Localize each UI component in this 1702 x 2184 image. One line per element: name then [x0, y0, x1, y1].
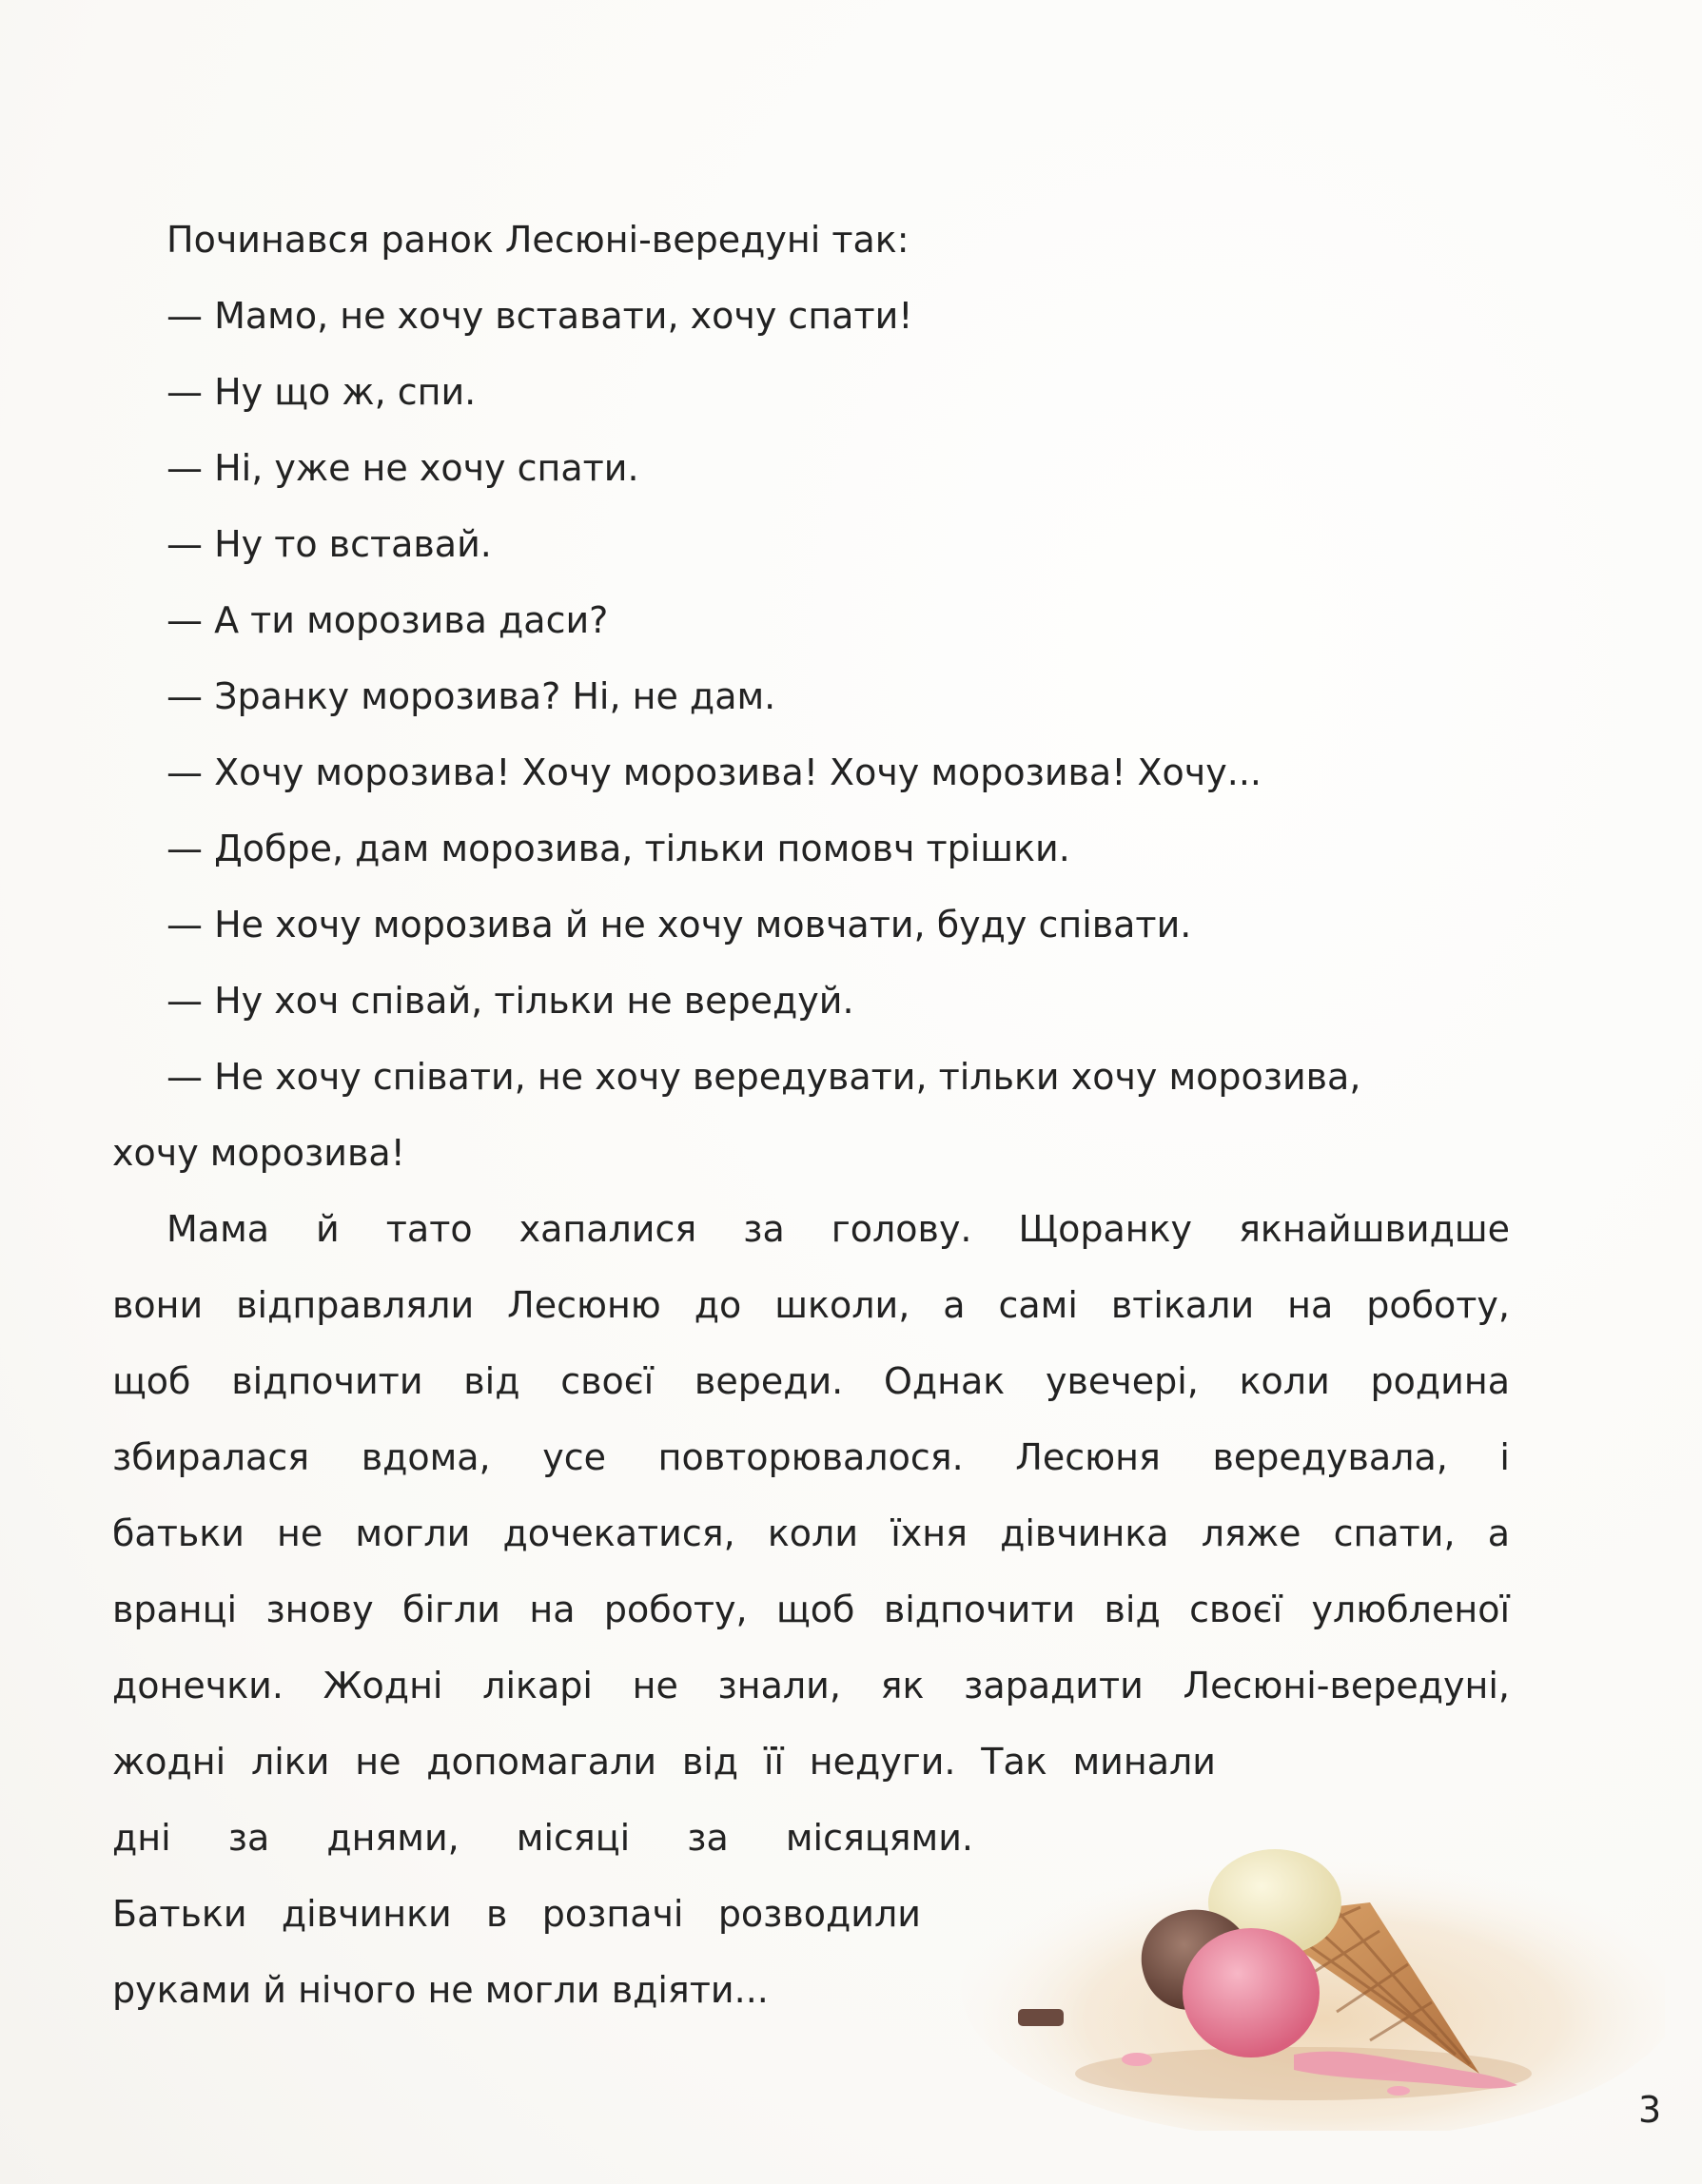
- dialogue-line: хочу морозива!: [112, 1132, 405, 1174]
- paragraph-line: щоб відпочити від своєї вереди. Однак увечері, коли родина: [112, 1360, 1510, 1402]
- paragraph-line: руками й нічого не могли вдіяти...: [112, 1969, 769, 2011]
- melt-drop: [1122, 2053, 1152, 2066]
- page-number: 3: [1638, 2089, 1662, 2131]
- dialogue-line: — Зранку морозива? Ні, не дам.: [166, 675, 776, 717]
- paragraph-line: вони відправляли Лесюню до школи, а самі втікали на роботу,: [112, 1284, 1510, 1326]
- dialogue-line: — А ти морозива даси?: [166, 599, 609, 641]
- paragraph-line: Мама й тато хапалися за голову. Щоранку якнайшвидше: [166, 1208, 1510, 1250]
- dialogue-line: — Ні, уже не хочу спати.: [166, 447, 639, 489]
- dialogue-line: — Ну що ж, спи.: [166, 371, 477, 413]
- dialogue-line: — Ну хоч співай, тільки не вередуй.: [166, 980, 854, 1022]
- dialogue-line: — Не хочу морозива й не хочу мовчати, буду співати.: [166, 904, 1192, 946]
- melt-drop: [1387, 2086, 1410, 2096]
- text-line: Починався ранок Лесюні-вередуні так:: [166, 219, 910, 261]
- paragraph-line: дні за днями, місяці за місяцями.: [112, 1817, 973, 1859]
- dialogue-line: — Ну то вставай.: [166, 523, 492, 565]
- chocolate-crumb: [1018, 2009, 1064, 2026]
- paragraph-line: вранці знову бігли на роботу, щоб відпочити від своєї улюбленої: [112, 1589, 1510, 1630]
- dialogue-line: — Добре, дам морозива, тільки помовч трішки.: [166, 828, 1070, 869]
- dialogue-line: — Не хочу співати, не хочу вередувати, тільки хочу морозива,: [166, 1056, 1361, 1098]
- strawberry-scoop: [1183, 1928, 1320, 2057]
- paragraph-line: жодні ліки не допомагали від її недуги. Так минали: [112, 1741, 1216, 1783]
- paragraph-line: донечки. Жодні лікарі не знали, як зарадити Лесюні-вередуні,: [112, 1665, 1510, 1706]
- dialogue-line: — Мамо, не хочу вставати, хочу спати!: [166, 295, 913, 337]
- dialogue-line: — Хочу морозива! Хочу морозива! Хочу морозива! Хочу...: [166, 751, 1262, 793]
- dropped-ice-cream-illustration: [961, 1788, 1665, 2131]
- paragraph-line: збиралася вдома, усе повторювалося. Лесюня вередувала, і: [112, 1436, 1510, 1478]
- paragraph-line: батьки не могли дочекатися, коли їхня дівчинка ляже спати, а: [112, 1512, 1510, 1554]
- paragraph-line: Батьки дівчинки в розпачі розводили: [112, 1893, 921, 1935]
